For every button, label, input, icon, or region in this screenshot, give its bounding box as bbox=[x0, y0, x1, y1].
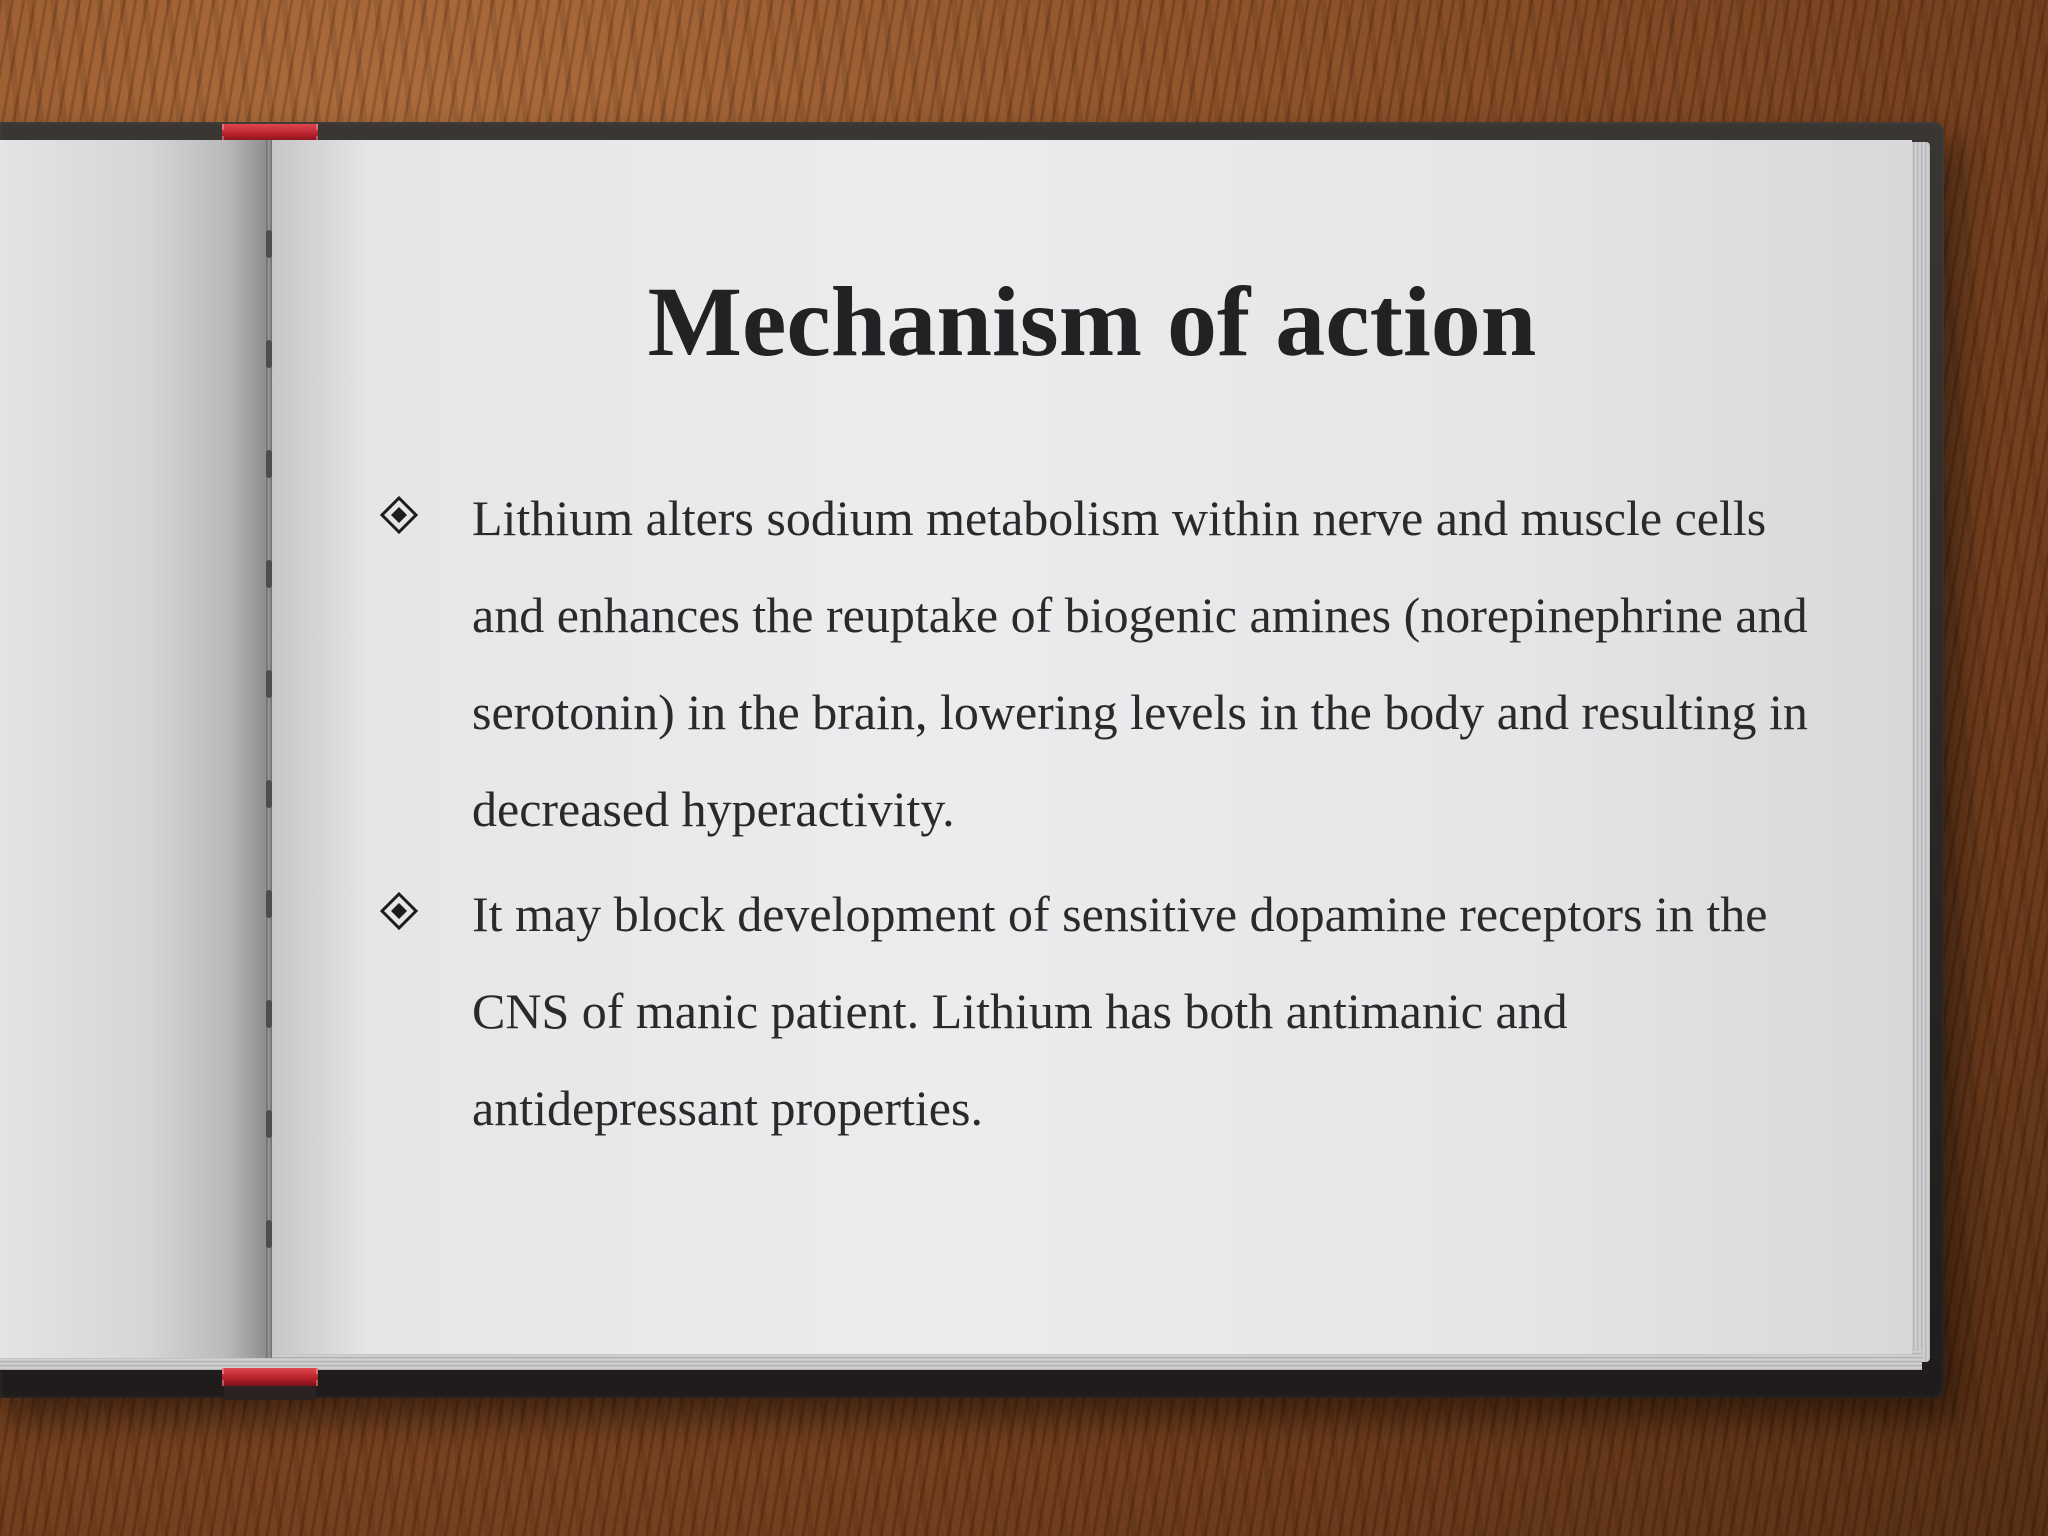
bookmark-ribbon-tail bbox=[224, 1386, 316, 1400]
spine-stitch bbox=[266, 780, 272, 808]
slide-title: Mechanism of action bbox=[647, 266, 1537, 377]
spine-stitch bbox=[266, 670, 272, 698]
bullet-item bbox=[380, 470, 1820, 858]
bullet-text: Lithium alters sodium metabolism within nerve and muscle cells and enhances the reuptake of biogenic amines (norepinephrine and serotonin) in the brain, lowering levels in the body and resulting in decreased hyperactivity. bbox=[472, 490, 1808, 837]
page-edge-right bbox=[1910, 142, 1930, 1362]
bullet-list bbox=[380, 470, 1820, 1165]
spine-stitch bbox=[266, 890, 272, 918]
diamond-bullet-icon bbox=[380, 892, 418, 930]
spine-stitch bbox=[266, 1110, 272, 1138]
spine-stitch bbox=[266, 230, 272, 258]
bullet-text: It may block development of sensitive dopamine receptors in the CNS of manic patient. Lithium has both antimanic and antidepressant properties. bbox=[472, 886, 1768, 1136]
spine-stitch bbox=[266, 1000, 272, 1028]
spine-stitch bbox=[266, 450, 272, 478]
spine-stitch bbox=[266, 560, 272, 588]
spine-stitch bbox=[266, 1220, 272, 1248]
left-page bbox=[0, 140, 268, 1358]
diamond-bullet-icon bbox=[380, 496, 418, 534]
bullet-item bbox=[380, 866, 1820, 1157]
bookmark-ribbon-bottom bbox=[222, 1368, 318, 1386]
